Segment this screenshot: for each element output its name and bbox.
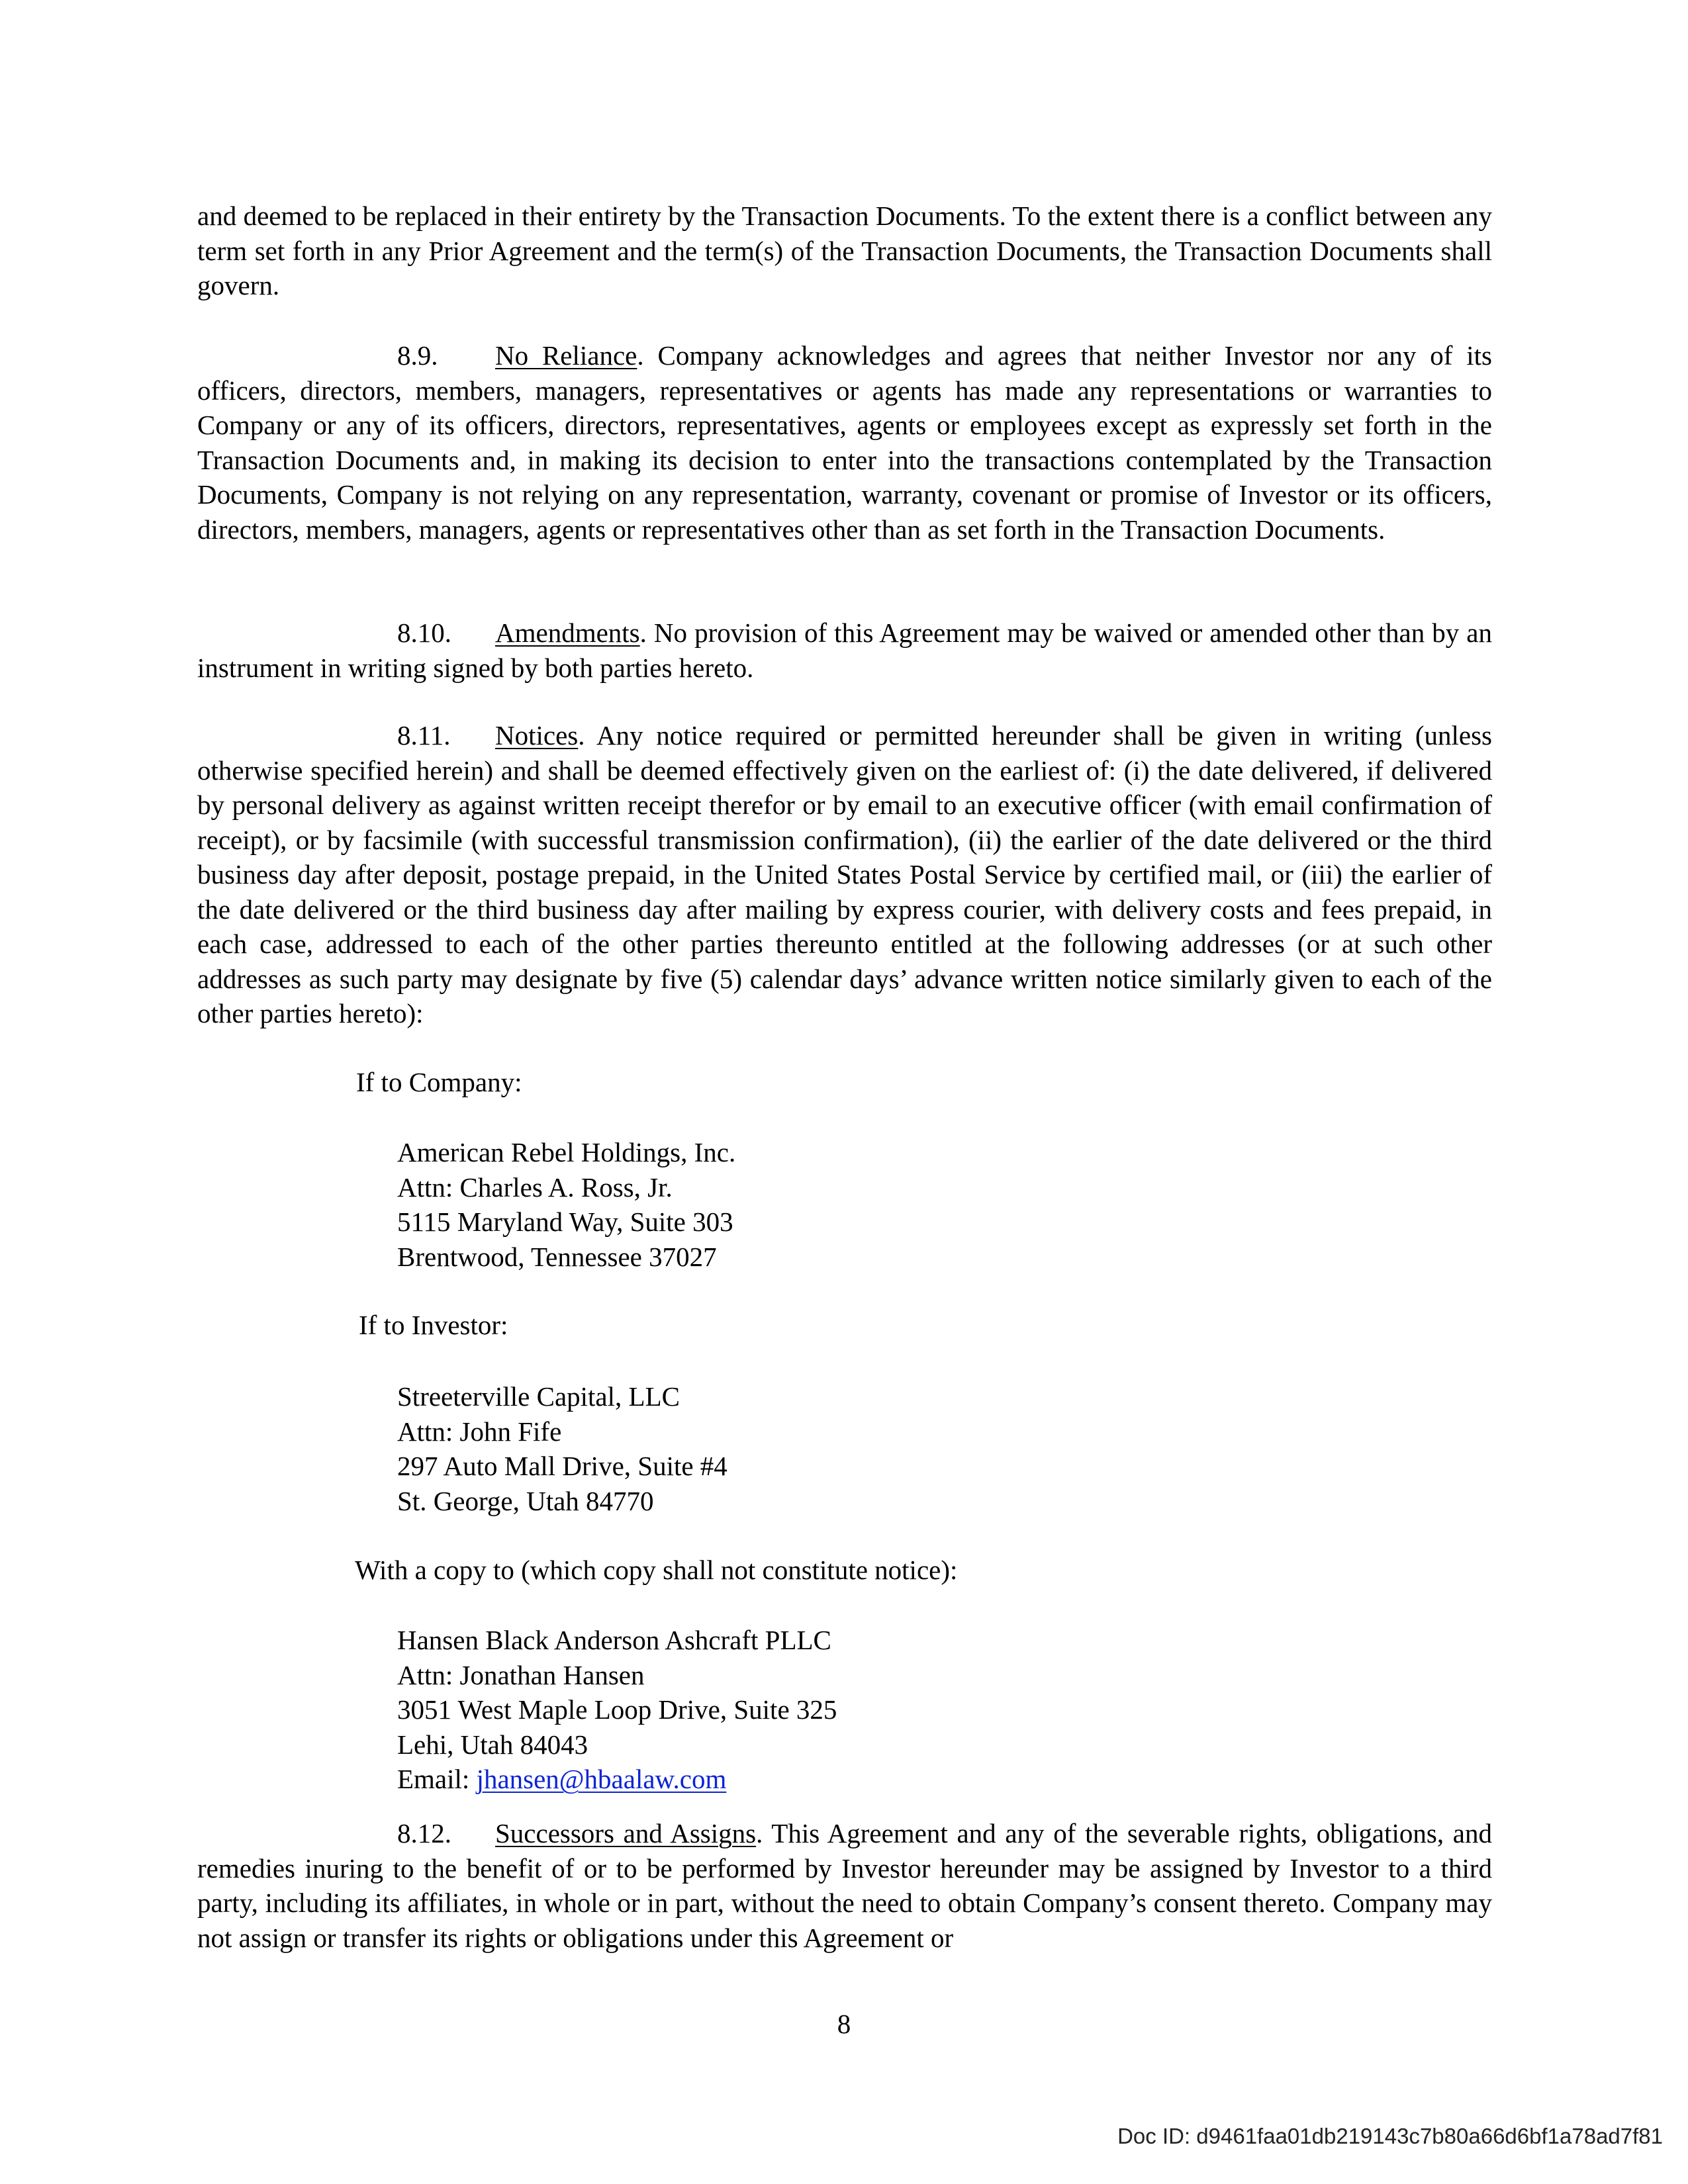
section-title: No Reliance <box>495 340 637 371</box>
address-line: Streeterville Capital, LLC <box>397 1381 680 1412</box>
section-number: 8.10. <box>397 617 451 648</box>
section-number: 8.9. <box>397 340 438 371</box>
section-8-9 <box>197 338 1492 547</box>
notice-copy-label: With a copy to (which copy shall not constitute notice): <box>355 1555 958 1585</box>
email-line <box>397 1762 837 1797</box>
section-8-11 <box>197 718 1492 1031</box>
page-number: 8 <box>837 2009 851 2039</box>
address-line: St. George, Utah 84770 <box>397 1485 654 1516</box>
intro-paragraph <box>197 199 1492 303</box>
section-8-10 <box>197 615 1492 685</box>
copy-address-block <box>397 1623 837 1797</box>
section-8-12 <box>197 1816 1492 1955</box>
address-line: Attn: John Fife <box>397 1416 562 1447</box>
section-number: 8.12. <box>397 1818 451 1848</box>
section-title: Amendments <box>495 617 640 648</box>
email-link[interactable]: jhansen@hbaalaw.com <box>476 1764 727 1794</box>
section-title: Notices <box>495 720 579 751</box>
address-line: 3051 West Maple Loop Drive, Suite 325 <box>397 1694 837 1725</box>
notice-company-label: If to Company: <box>356 1067 522 1097</box>
address-line: 5115 Maryland Way, Suite 303 <box>397 1206 733 1237</box>
address-line: American Rebel Holdings, Inc. <box>397 1137 736 1167</box>
address-line: Lehi, Utah 84043 <box>397 1729 588 1760</box>
email-label: Email: <box>397 1764 477 1794</box>
section-number: 8.11. <box>397 720 451 751</box>
intro-text: and deemed to be replaced in their entirety by the Transaction Documents. To the extent there is a conflict between any term set forth in any Prior Agreement and the term(s) of the Transaction Documents, the Transaction Documents shall govern. <box>197 201 1492 300</box>
investor-address-block <box>397 1379 727 1518</box>
doc-id: Doc ID: d9461faa01db219143c7b80a66d6bf1a78ad7f81 <box>1117 2124 1663 2148</box>
address-line: Brentwood, Tennessee 37027 <box>397 1241 717 1272</box>
address-line: 297 Auto Mall Drive, Suite #4 <box>397 1451 727 1481</box>
address-line: Hansen Black Anderson Ashcraft PLLC <box>397 1625 831 1655</box>
section-body: . This Agreement and any of the severable rights, obligations, and remedies inuring to the benefit of or to be performed by Investor hereunder may be assigned by Investor to a third party, including its affiliates, in whole or in part, without the need to obtain Company’s consent thereto. Company may not assign or transfer its rights or obligations under this Agreement or <box>197 1818 1493 1953</box>
section-body: . No provision of this Agreement may be waived or amended other than by an instrument in writing signed by both parties hereto. <box>197 617 1492 683</box>
company-address-block <box>397 1135 735 1274</box>
notice-investor-label: If to Investor: <box>359 1310 508 1340</box>
section-body: . Company acknowledges and agrees that neither Investor nor any of its officers, directors, members, managers, representatives or agents has made any representations or warranties to Company or any of its officers, directors, representatives, agents or employees except as expressly set forth in the Transaction Documents and, in making its decision to enter into the transactions contemplated by the Transaction Documents, Company is not relying on any representation, warranty, covenant or promise of Investor or its officers, directors, members, managers, agents or representatives other than as set forth in the Transaction Documents. <box>197 340 1492 545</box>
address-line: Attn: Jonathan Hansen <box>397 1659 645 1690</box>
address-line: Attn: Charles A. Ross, Jr. <box>397 1171 673 1203</box>
section-title: Successors and Assigns <box>495 1818 757 1848</box>
section-body: . Any notice required or permitted hereunder shall be given in writing (unless otherwise specified herein) and shall be deemed effectively given on the earliest of: (i) the date delivered, if delivered by personal delivery as against written receipt therefor or by email to an executive officer (with email confirmation of receipt), or by facsimile (with successful transmission confirmation), (ii) the earlier of the date delivered or the third business day after deposit, postage prepaid, in the United States Postal Service by certified mail, or (iii) the earlier of the date delivered or the third business day after mailing by express courier, with delivery costs and fees prepaid, in each case, addressed to each of the other parties thereunto entitled at the following addresses (or at such other addresses as such party may designate by five (5) calendar days’ advance written notice similarly given to each of the other parties hereto): <box>197 720 1492 1028</box>
